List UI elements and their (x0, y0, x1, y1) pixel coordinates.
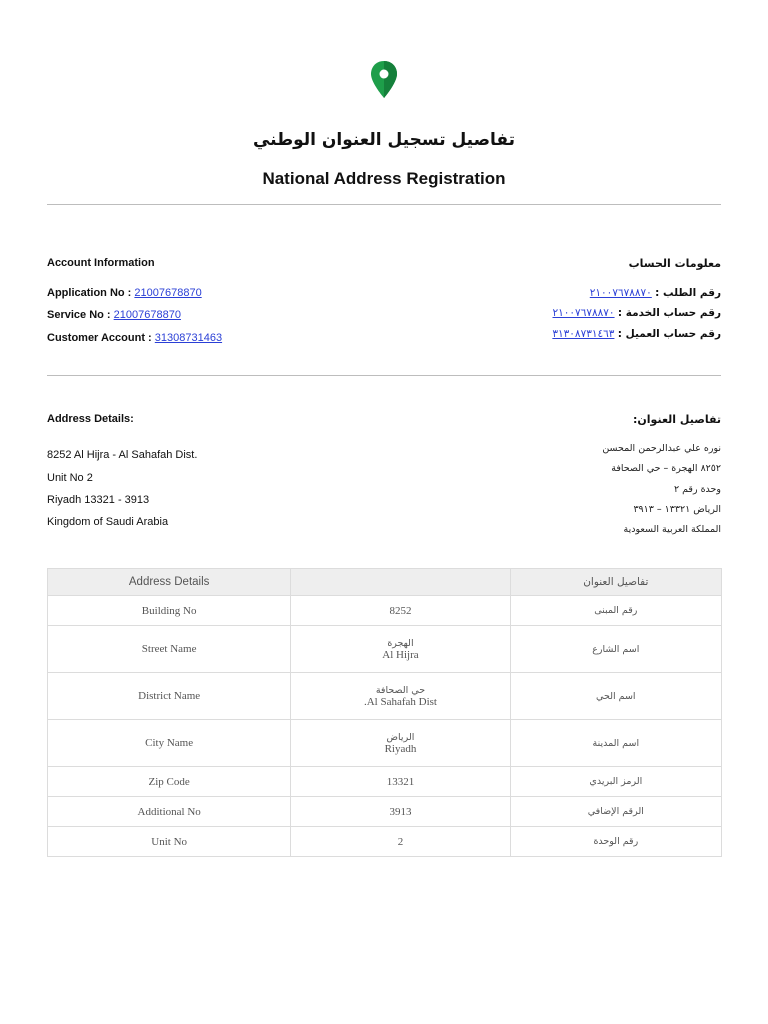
table-row (48, 827, 722, 857)
service-no-link[interactable]: 21007678870 (113, 309, 181, 321)
service-no-label-arabic: رقم حساب الخدمة : (617, 307, 721, 319)
address-heading-arabic: تفاصيل العنوان: (633, 413, 721, 426)
address-details-table (47, 568, 722, 857)
field-value: 3913 (291, 797, 510, 827)
field-value-arabic: الرياض (386, 731, 415, 743)
service-no-row (47, 309, 181, 321)
application-no-row (47, 287, 202, 299)
application-no-label: Application No : (47, 287, 132, 299)
field-value: Al Hijra (382, 648, 419, 661)
account-heading-arabic: معلومات الحساب (628, 257, 721, 270)
address-line-arabic: وحدة رقم ٢ (673, 484, 721, 495)
address-line-arabic: ٨٢٥٢ الهجرة – حي الصحافة (611, 463, 721, 474)
table-row (48, 720, 722, 767)
field-value: 13321 (291, 767, 510, 797)
field-value-cell (291, 720, 510, 767)
address-line: Kingdom of Saudi Arabia (47, 516, 169, 528)
page-title: National Address Registration (262, 169, 506, 188)
table-header-arabic: تفاصيل العنوان (510, 569, 721, 596)
customer-account-link-arabic[interactable]: ٣١٣٠٨٧٣١٤٦٣ (552, 328, 615, 340)
address-line: 8252 Al Hijra - Al Sahafah Dist. (47, 449, 198, 461)
field-name: Additional No (48, 797, 291, 827)
field-name-arabic: اسم المدينة (510, 720, 721, 767)
application-no-label-arabic: رقم الطلب : (655, 287, 721, 299)
customer-account-row-arabic (552, 328, 721, 340)
divider (47, 375, 721, 376)
field-name-arabic: الرمز البريدي (510, 767, 721, 797)
field-value: Riyadh (384, 742, 417, 755)
field-name: Unit No (48, 827, 291, 857)
service-no-row-arabic (553, 307, 722, 319)
address-heading: Address Details: (47, 413, 134, 425)
address-line-arabic: نوره علي عبدالرحمن المحسن (602, 443, 721, 454)
field-name-arabic: اسم الشارع (510, 626, 721, 673)
field-value-arabic: حي الصحافة (375, 684, 426, 696)
table-header-row (48, 569, 722, 596)
customer-account-label: Customer Account : (47, 332, 152, 344)
field-name-arabic: رقم الوحدة (510, 827, 721, 857)
field-value-arabic: الهجرة (387, 637, 414, 649)
table-row (48, 797, 722, 827)
field-value-cell (291, 626, 510, 673)
field-name-arabic: رقم المبنى (510, 596, 721, 626)
table-row (48, 626, 722, 673)
page-title-arabic: تفاصيل تسجيل العنوان الوطني (252, 130, 516, 150)
application-no-row-arabic (590, 287, 721, 299)
divider (47, 204, 721, 205)
service-no-link-arabic[interactable]: ٢١٠٠٧٦٧٨٨٧٠ (552, 307, 615, 319)
customer-account-link[interactable]: 31308731463 (154, 332, 223, 344)
address-line-arabic: الرياض ١٣٣٢١ – ٣٩١٣ (633, 504, 721, 515)
field-name: City Name (48, 720, 291, 767)
field-name: Street Name (48, 626, 291, 673)
field-value: 2 (291, 827, 510, 857)
table-header-english: Address Details (48, 569, 291, 596)
service-no-label: Service No : (47, 309, 111, 321)
table-row (48, 767, 722, 797)
field-name-arabic: الرقم الإضافي (510, 797, 721, 827)
field-name: Zip Code (48, 767, 291, 797)
field-value: .Al Sahafah Dist (363, 695, 437, 708)
field-name-arabic: اسم الحي (510, 673, 721, 720)
field-value: 8252 (291, 596, 510, 626)
customer-account-label-arabic: رقم حساب العميل : (617, 328, 721, 340)
field-value-cell (291, 673, 510, 720)
application-no-link[interactable]: 21007678870 (134, 287, 202, 299)
address-line: Unit No 2 (47, 472, 93, 484)
customer-account-row (47, 332, 222, 344)
address-line-arabic: المملكة العربية السعودية (623, 524, 721, 535)
location-pin-icon (368, 60, 400, 100)
table-row (48, 596, 722, 626)
application-no-link-arabic[interactable]: ٢١٠٠٧٦٧٨٨٧٠ (589, 287, 652, 299)
field-name: District Name (48, 673, 291, 720)
address-line: Riyadh 13321 - 3913 (47, 494, 150, 506)
table-row (48, 673, 722, 720)
account-heading: Account Information (47, 257, 155, 269)
field-name: Building No (48, 596, 291, 626)
table-header-middle (291, 569, 510, 596)
